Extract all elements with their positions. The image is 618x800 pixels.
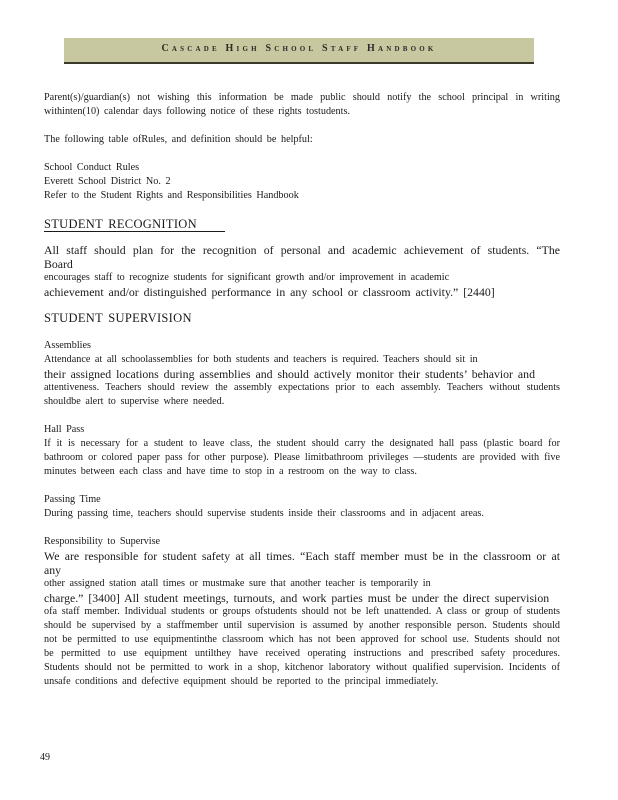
responsibility-line-3: charge.” [3400] All student meetings, turnouts, and work parties must be under the direct supervision bbox=[44, 591, 550, 605]
assemblies-line-1: Attendance at all schoolassemblies for both students and teachers is required. Teachers should sit in bbox=[44, 354, 478, 365]
header-band bbox=[64, 38, 534, 64]
handbook-title: Cascade High School Staff Handbook bbox=[161, 43, 437, 54]
page-content bbox=[44, 91, 560, 689]
table-intro: The following table ofRules, and definition should be helpful: bbox=[44, 134, 313, 145]
hall-pass-text: If it is necessary for a student to leave class, the student should carry the designated hall pass (plastic board for bathroom or colored paper pass for other purpose). Please limitbathroom privileges —students are provided with five minutes between each class and have time to stop in a restroom on the way to class. bbox=[44, 438, 560, 477]
responsibility-line-1: We are responsible for student safety at all times. “Each staff member must be in the classroom or at any bbox=[44, 549, 560, 577]
assemblies-line-3: attentiveness. Teachers should review the assembly expectations prior to each assembly. Teachers without students shouldbe alert to supervise where needed. bbox=[44, 382, 560, 407]
responsibility-line-2: other assigned station atall times or mustmake sure that another teacher is temporarily in bbox=[44, 578, 431, 589]
responsibility-line-4: ofa staff member. Individual students or groups ofstudents should not be left unattended. A class or group of students should be supervised by a staffmember until supervision is assumed by another responsible person. Students should not be permitted to use equipmentinthe classroom which has not been approved for school use. Students should not be permitted to use equipment untilthey have received operating instructions and prescribed safety procedures. Students should not be permitted to work in a shop, kitchenor laboratory without qualified supervision. Incidents of unsafe conditions and defective equipment should be reported to the principal immediately. bbox=[44, 606, 560, 687]
assemblies-title: Assemblies bbox=[44, 340, 91, 351]
responsibility-title: Responsibility to Supervise bbox=[44, 536, 161, 547]
recognition-line-1: All staff should plan for the recognition of personal and academic achievement of students. “The Board bbox=[44, 243, 560, 271]
guardian-notice: Parent(s)/guardian(s) not wishing this information be made public should notify the school principal in writing withinten(10) calendar days following notice of these rights tostudents. bbox=[44, 92, 560, 117]
rule-line-1: School Conduct Rules bbox=[44, 162, 140, 173]
hall-pass-title: Hall Pass bbox=[44, 424, 85, 435]
passing-time-title: Passing Time bbox=[44, 494, 101, 505]
recognition-heading: STUDENT RECOGNITION bbox=[44, 217, 560, 231]
rule-line-2: Everett School District No. 2 bbox=[44, 176, 171, 187]
recognition-line-2: encourages staff to recognize students for significant growth and/or improvement in academic bbox=[44, 272, 450, 283]
passing-time-text: During passing time, teachers should supervise students inside their classrooms and in adjacent areas. bbox=[44, 508, 484, 519]
rule-line-3: Refer to the Student Rights and Responsibilities Handbook bbox=[44, 190, 299, 201]
assemblies-line-2: their assigned locations during assemblies and should actively monitor their students’ behavior and bbox=[44, 367, 535, 381]
supervision-heading: STUDENT SUPERVISION bbox=[44, 311, 192, 325]
recognition-line-3: achievement and/or distinguished performance in any school or classroom activity.” [2440] bbox=[44, 285, 495, 299]
page-number: 49 bbox=[40, 752, 50, 763]
